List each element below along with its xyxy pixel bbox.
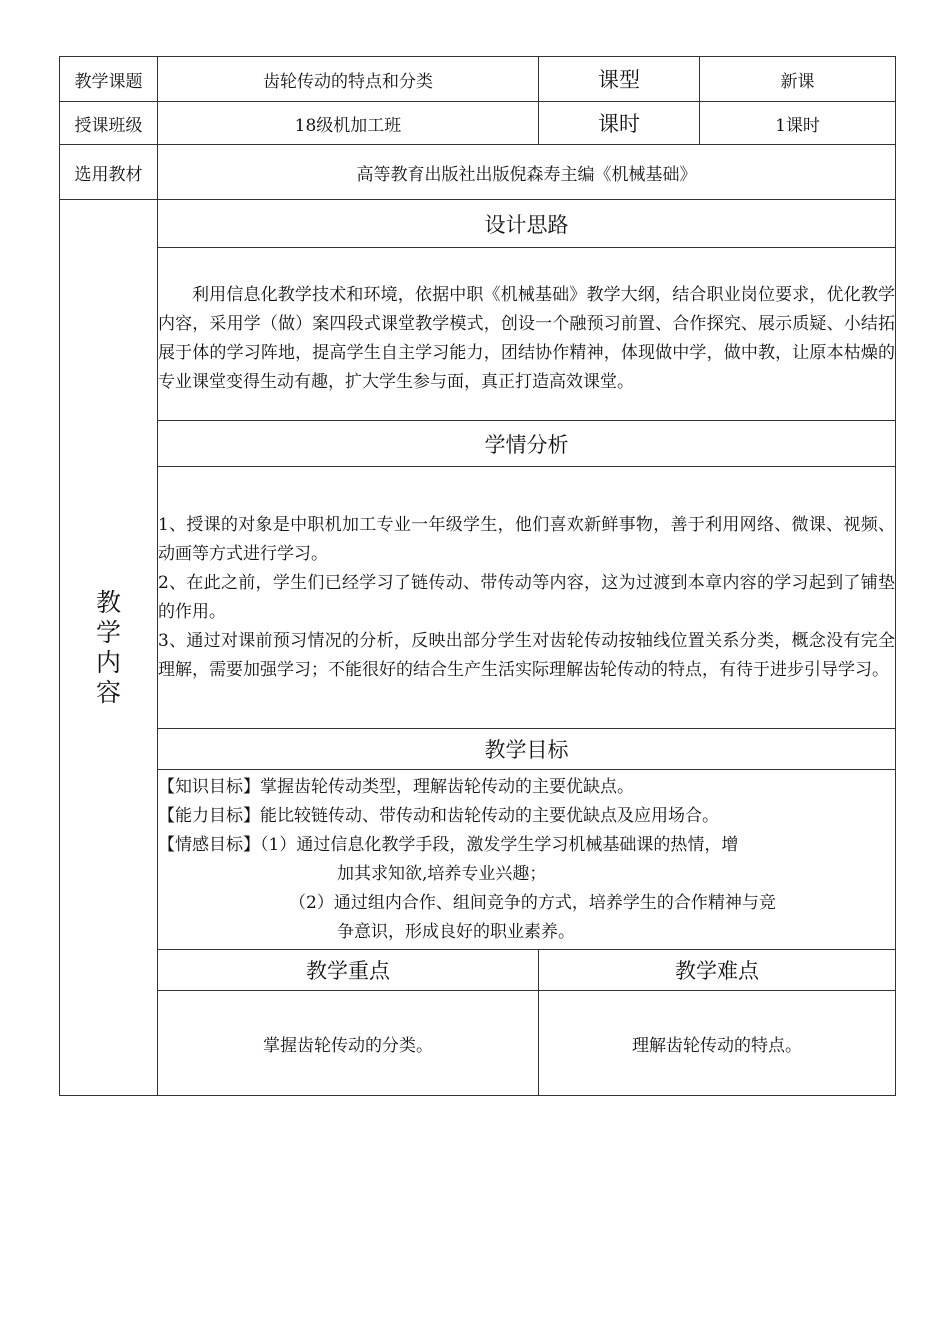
lesson-plan-table [59,56,896,1096]
difficulties-heading: 教学难点 [539,950,896,991]
class-row [60,102,896,145]
goals-text-row [60,770,896,950]
emotion-goal-1a: （1）通过信息化教学手段，激发学生学习机械基础课的热情，增 [260,834,739,855]
key-difficulty-text-row [60,991,896,1096]
analysis-text [158,467,896,729]
side-char: 内 [95,647,121,677]
emotion-goal-2b: 争意识，形成良好的职业素养。 [337,921,575,942]
analysis-heading: 学情分析 [158,421,896,467]
side-char: 学 [95,617,121,647]
analysis-item: 3、通过对课前预习情况的分析，反映出部分学生对齿轮传动按轴线位置关系分类，概念没有完全理解，需要加强学习；不能很好的结合生产生活实际理解齿轮传动的特点，有待于进步引导学习。 [158,630,895,680]
analysis-heading-row [60,421,896,467]
textbook-row [60,145,896,200]
ability-goal: 【能力目标】能比较链传动、带传动和齿轮传动的主要优缺点及应用场合。 [158,805,719,826]
design-text: 利用信息化教学技术和环境，依据中职《机械基础》教学大纲，结合职业岗位要求，优化教学内容，采用学（做）案四段式课堂教学模式，创设一个融预习前置、合作探究、展示质疑、小结拓展于体的学习阵地，提高学生自主学习能力，团结协作精神，体现做中学，做中教，让原本枯燥的专业课堂变得生动有趣，扩大学生参与面，真正打造高效课堂。 [158,248,896,421]
key-points-text: 掌握齿轮传动的分类。 [158,991,539,1096]
difficulties-text: 理解齿轮传动的特点。 [539,991,896,1096]
type-value: 新课 [700,57,896,102]
analysis-item: 1、授课的对象是中职机加工专业一年级学生，他们喜欢新鲜事物，善于利用网络、微课、视频、动画等方式进行学习。 [158,514,895,564]
hours-label: 课时 [539,102,700,145]
knowledge-goal: 【知识目标】掌握齿轮传动类型，理解齿轮传动的主要优缺点。 [158,776,634,797]
design-heading: 设计思路 [158,200,896,248]
analysis-item: 2、在此之前，学生们已经学习了链传动、带传动等内容，这为过渡到本章内容的学习起到了铺垫的作用。 [158,572,895,622]
topic-value: 齿轮传动的特点和分类 [158,57,539,102]
class-value: 18级机加工班 [158,102,539,145]
design-text-row [60,248,896,421]
side-char: 容 [95,677,121,707]
topic-row [60,57,896,102]
goals-heading: 教学目标 [158,729,896,770]
emotion-goal-line-1 [158,831,895,860]
goals-heading-row [60,729,896,770]
hours-value: 1课时 [700,102,896,145]
design-heading-row [60,200,896,248]
side-char: 教 [95,587,121,617]
textbook-value: 高等教育出版社出版倪森寿主编《机械基础》 [158,145,896,200]
analysis-text-row [60,467,896,729]
lesson-plan-sheet [59,56,895,1096]
topic-label: 教学课题 [60,57,158,102]
emotion-goal-2a: （2）通过组内合作、组间竞争的方式，培养学生的合作精神与竞 [289,892,776,913]
textbook-label: 选用教材 [60,145,158,200]
key-points-heading: 教学重点 [158,950,539,991]
class-label: 授课班级 [60,102,158,145]
teaching-content-side-label [60,200,158,1096]
goals-text [158,770,896,950]
emotion-goal-label: 【情感目标】 [158,834,260,855]
type-label: 课型 [539,57,700,102]
key-difficulty-heading-row [60,950,896,991]
emotion-goal-1b: 加其求知欲,培养专业兴趣； [337,863,547,884]
